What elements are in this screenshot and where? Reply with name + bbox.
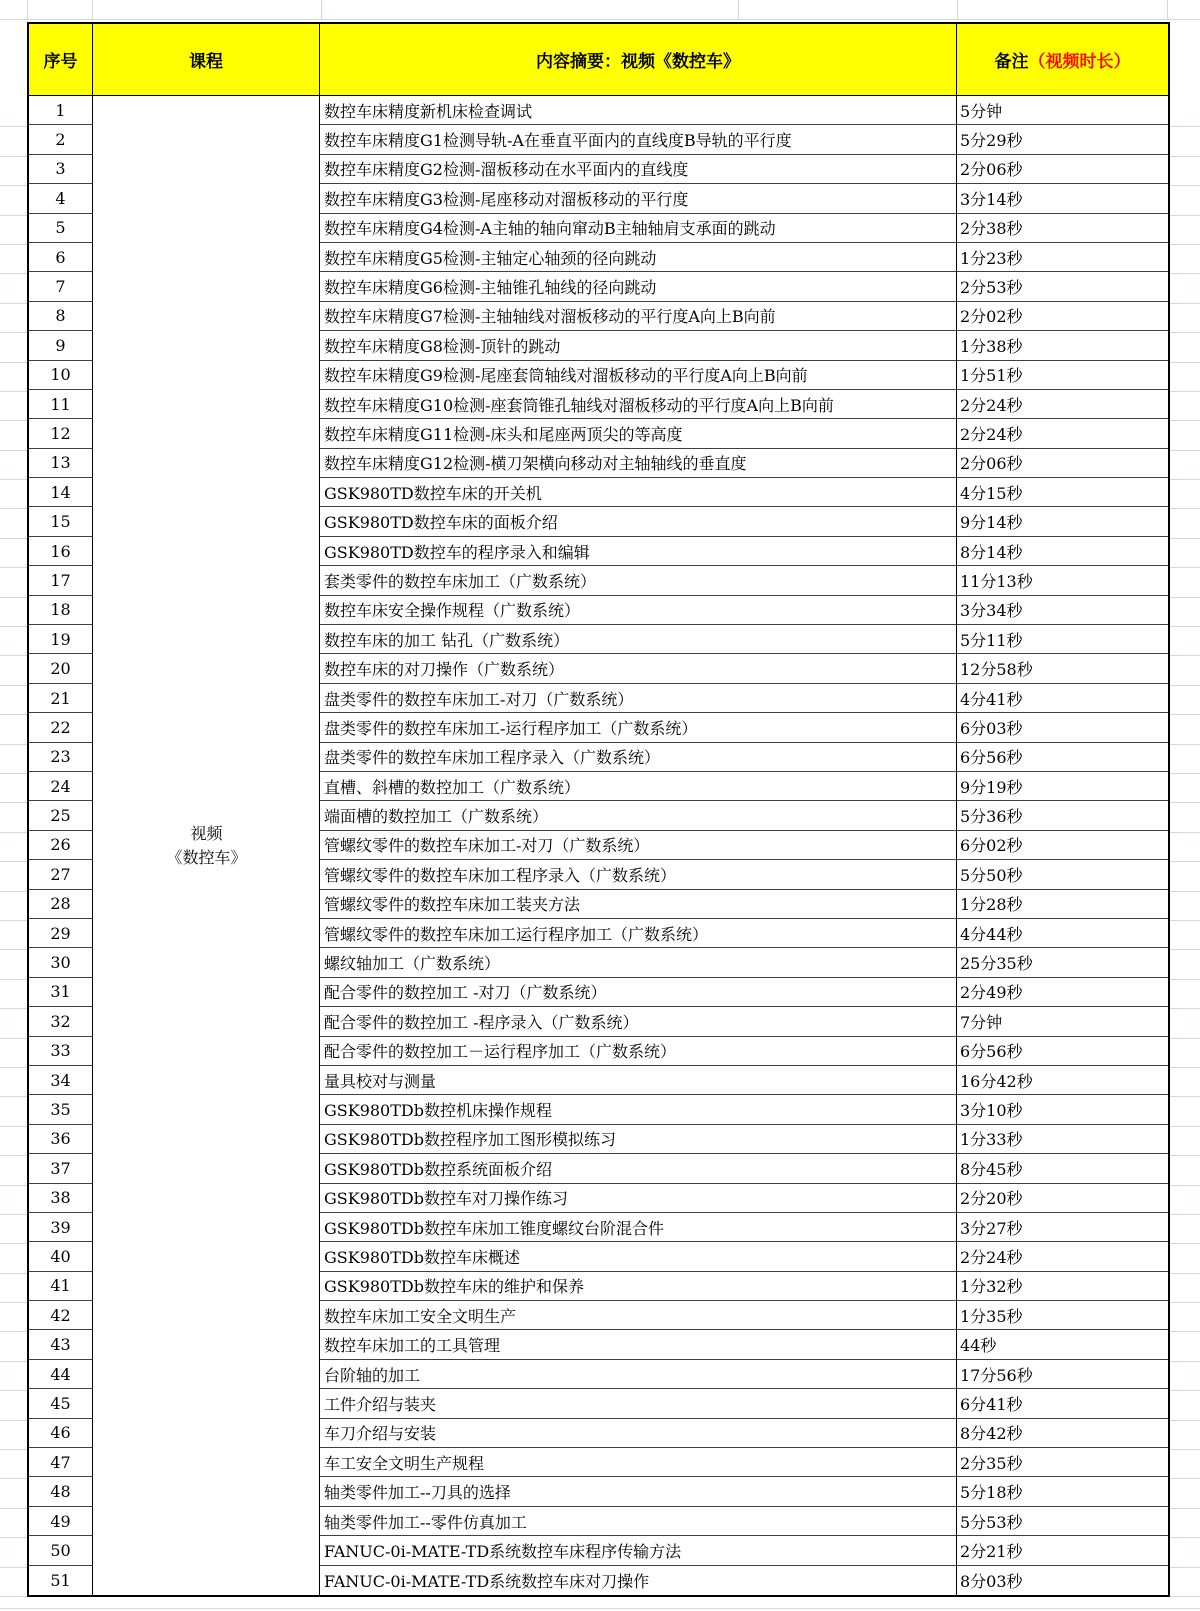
duration-cell[interactable]: 6分03秒 xyxy=(957,713,1168,742)
summary-cell[interactable]: GSK980TDb数控车床的维护和保养 xyxy=(320,1272,957,1301)
row-number-cell[interactable]: 50 xyxy=(29,1536,93,1565)
summary-cell[interactable]: GSK980TD数控车床的开关机 xyxy=(320,478,957,507)
summary-cell[interactable]: 轴类零件加工--零件仿真加工 xyxy=(320,1507,957,1536)
duration-cell[interactable]: 5分50秒 xyxy=(957,860,1168,889)
duration-cell[interactable]: 2分21秒 xyxy=(957,1536,1168,1565)
duration-cell[interactable]: 2分24秒 xyxy=(957,1242,1168,1271)
summary-cell[interactable]: 管螺纹零件的数控车床加工运行程序加工（广数系统） xyxy=(320,919,957,948)
header-cell-no[interactable] xyxy=(29,24,93,95)
gridline xyxy=(27,0,28,19)
row-number-cell[interactable]: 33 xyxy=(29,1037,93,1066)
duration-cell[interactable]: 5分钟 xyxy=(957,96,1168,125)
summary-cell[interactable]: 数控车床安全操作规程（广数系统） xyxy=(320,596,957,625)
summary-cell[interactable]: GSK980TDb数控车床加工锥度螺纹台阶混合件 xyxy=(320,1213,957,1242)
row-number-cell[interactable]: 46 xyxy=(29,1419,93,1448)
row-number-cell[interactable]: 6 xyxy=(29,243,93,272)
table-header-row xyxy=(29,24,1168,96)
duration-cell[interactable]: 7分钟 xyxy=(957,1007,1168,1036)
row-number-cell[interactable]: 28 xyxy=(29,890,93,919)
summary-cell[interactable]: 数控车床的对刀操作（广数系统） xyxy=(320,654,957,683)
duration-cell[interactable]: 3分27秒 xyxy=(957,1213,1168,1242)
summary-cell[interactable]: 数控车床精度G3检测-尾座移动对溜板移动的平行度 xyxy=(320,184,957,213)
row-number-cell[interactable]: 30 xyxy=(29,948,93,977)
summary-cell[interactable]: 盘类零件的数控车床加工-运行程序加工（广数系统） xyxy=(320,713,957,742)
summary-cell[interactable]: 数控车床精度G10检测-座套筒锥孔轴线对溜板移动的平行度A向上B向前 xyxy=(320,390,957,419)
row-number-cell[interactable]: 36 xyxy=(29,1125,93,1154)
duration-cell[interactable]: 6分02秒 xyxy=(957,831,1168,860)
duration-cell[interactable]: 44秒 xyxy=(957,1330,1168,1359)
duration-cell[interactable]: 2分38秒 xyxy=(957,214,1168,243)
course-merged-cell[interactable] xyxy=(93,96,320,1595)
duration-cell[interactable]: 2分53秒 xyxy=(957,272,1168,301)
summary-cell[interactable]: 数控车床精度G11检测-床头和尾座两顶尖的等高度 xyxy=(320,419,957,448)
row-number-cell[interactable]: 9 xyxy=(29,331,93,360)
row-number-cell[interactable]: 44 xyxy=(29,1360,93,1389)
gridline xyxy=(92,0,93,19)
duration-cell[interactable]: 8分45秒 xyxy=(957,1154,1168,1183)
duration-cell[interactable]: 1分32秒 xyxy=(957,1272,1168,1301)
duration-cell[interactable]: 3分10秒 xyxy=(957,1095,1168,1124)
summary-cell[interactable]: 数控车床精度G4检测-A主轴的轴向窜动B主轴轴肩支承面的跳动 xyxy=(320,214,957,243)
summary-cell[interactable]: 数控车床精度G6检测-主轴锥孔轴线的径向跳动 xyxy=(320,272,957,301)
row-number-cell[interactable]: 42 xyxy=(29,1301,93,1330)
summary-cell[interactable]: 台阶轴的加工 xyxy=(320,1360,957,1389)
gridline xyxy=(0,19,1200,20)
row-number-cell[interactable]: 10 xyxy=(29,361,93,390)
row-number-cell[interactable]: 39 xyxy=(29,1213,93,1242)
duration-cell[interactable]: 4分41秒 xyxy=(957,684,1168,713)
summary-cell[interactable]: 轴类零件加工--刀具的选择 xyxy=(320,1477,957,1506)
summary-cell[interactable]: 数控车床精度G5检测-主轴定心轴颈的径向跳动 xyxy=(320,243,957,272)
duration-cell[interactable]: 1分28秒 xyxy=(957,890,1168,919)
row-number-cell[interactable]: 14 xyxy=(29,478,93,507)
row-number-cell[interactable]: 29 xyxy=(29,919,93,948)
summary-cell[interactable]: 数控车床加工安全文明生产 xyxy=(320,1301,957,1330)
summary-cell[interactable]: 数控车床精度G2检测-溜板移动在水平面内的直线度 xyxy=(320,155,957,184)
duration-cell[interactable]: 2分02秒 xyxy=(957,302,1168,331)
row-number-cell[interactable]: 43 xyxy=(29,1330,93,1359)
course-table xyxy=(27,22,1170,1597)
summary-cell[interactable]: GSK980TD数控车的程序录入和编辑 xyxy=(320,537,957,566)
row-number-cell[interactable]: 7 xyxy=(29,272,93,301)
duration-cell[interactable]: 12分58秒 xyxy=(957,654,1168,683)
duration-cell[interactable]: 4分15秒 xyxy=(957,478,1168,507)
gridline xyxy=(1167,0,1168,19)
duration-cell[interactable]: 4分44秒 xyxy=(957,919,1168,948)
gridline xyxy=(321,0,322,19)
header-remark-note: （视频时长） xyxy=(1028,52,1131,72)
row-number-cell[interactable]: 35 xyxy=(29,1095,93,1124)
duration-cell[interactable]: 25分35秒 xyxy=(957,948,1168,977)
row-number-cell[interactable]: 15 xyxy=(29,507,93,536)
summary-cell[interactable]: GSK980TDb数控车床概述 xyxy=(320,1242,957,1271)
row-number-cell[interactable]: 19 xyxy=(29,625,93,654)
row-number-cell[interactable]: 20 xyxy=(29,654,93,683)
summary-cell[interactable]: 数控车床加工的工具管理 xyxy=(320,1330,957,1359)
duration-cell[interactable]: 2分35秒 xyxy=(957,1448,1168,1477)
summary-cell[interactable]: 盘类零件的数控车床加工程序录入（广数系统） xyxy=(320,743,957,772)
summary-cell[interactable]: 套类零件的数控车床加工（广数系统） xyxy=(320,566,957,595)
row-number-cell[interactable]: 11 xyxy=(29,390,93,419)
duration-cell[interactable]: 1分23秒 xyxy=(957,243,1168,272)
summary-cell[interactable]: 数控车床精度G1检测导轨-A在垂直平面内的直线度B导轨的平行度 xyxy=(320,125,957,154)
summary-cell[interactable]: GSK980TD数控车床的面板介绍 xyxy=(320,507,957,536)
row-number-cell[interactable]: 2 xyxy=(29,125,93,154)
duration-cell[interactable]: 8分14秒 xyxy=(957,537,1168,566)
table-body xyxy=(29,96,1168,1595)
duration-cell[interactable]: 9分14秒 xyxy=(957,507,1168,536)
row-number-cell[interactable]: 16 xyxy=(29,537,93,566)
summary-cell[interactable]: 车工安全文明生产规程 xyxy=(320,1448,957,1477)
course-line2: 《数控车》 xyxy=(166,847,247,867)
summary-cell[interactable]: 配合零件的数控加工 -对刀（广数系统） xyxy=(320,978,957,1007)
duration-cell[interactable]: 1分38秒 xyxy=(957,331,1168,360)
row-number-cell[interactable]: 49 xyxy=(29,1507,93,1536)
summary-cell[interactable]: 数控车床的加工 钻孔（广数系统） xyxy=(320,625,957,654)
summary-cell[interactable]: 配合零件的数控加工 -程序录入（广数系统） xyxy=(320,1007,957,1036)
header-no-label: 序号 xyxy=(43,52,78,72)
row-number-cell[interactable]: 34 xyxy=(29,1066,93,1095)
summary-cell[interactable]: 数控车床精度G8检测-顶针的跳动 xyxy=(320,331,957,360)
duration-cell[interactable]: 2分24秒 xyxy=(957,390,1168,419)
duration-cell[interactable]: 16分42秒 xyxy=(957,1066,1168,1095)
row-number-cell[interactable]: 23 xyxy=(29,743,93,772)
row-number-cell[interactable]: 27 xyxy=(29,860,93,889)
header-course-label: 课程 xyxy=(189,52,223,72)
duration-cell[interactable]: 2分06秒 xyxy=(957,449,1168,478)
summary-cell[interactable]: 管螺纹零件的数控车床加工装夹方法 xyxy=(320,890,957,919)
summary-cell[interactable]: 量具校对与测量 xyxy=(320,1066,957,1095)
summary-cell[interactable]: 数控车床精度G7检测-主轴轴线对溜板移动的平行度A向上B向前 xyxy=(320,302,957,331)
summary-cell[interactable]: GSK980TDb数控程序加工图形模拟练习 xyxy=(320,1125,957,1154)
header-cell-course[interactable] xyxy=(93,24,320,95)
row-number-cell[interactable]: 12 xyxy=(29,419,93,448)
summary-cell[interactable]: GSK980TDb数控机床操作规程 xyxy=(320,1095,957,1124)
row-number-cell[interactable]: 31 xyxy=(29,978,93,1007)
row-number-cell[interactable]: 17 xyxy=(29,566,93,595)
row-number-cell[interactable]: 8 xyxy=(29,302,93,331)
row-number-cell[interactable]: 4 xyxy=(29,184,93,213)
summary-cell[interactable]: 配合零件的数控加工－运行程序加工（广数系统） xyxy=(320,1037,957,1066)
course-line1: 视频 xyxy=(190,823,223,843)
row-number-cell[interactable]: 13 xyxy=(29,449,93,478)
header-summary-label: 内容摘要：视频《数控车》 xyxy=(536,52,740,72)
row-number-cell[interactable]: 45 xyxy=(29,1389,93,1418)
row-number-cell[interactable]: 1 xyxy=(29,96,93,125)
duration-cell[interactable]: 5分53秒 xyxy=(957,1507,1168,1536)
duration-cell[interactable]: 8分42秒 xyxy=(957,1419,1168,1448)
row-number-cell[interactable]: 41 xyxy=(29,1272,93,1301)
gridline xyxy=(0,1608,1200,1609)
duration-cell[interactable]: 11分13秒 xyxy=(957,566,1168,595)
summary-cell[interactable]: 数控车床精度G12检测-横刀架横向移动对主轴轴线的垂直度 xyxy=(320,449,957,478)
summary-cell[interactable]: 管螺纹零件的数控车床加工-对刀（广数系统） xyxy=(320,831,957,860)
row-number-cell[interactable]: 18 xyxy=(29,596,93,625)
summary-cell[interactable]: FANUC-0i-MATE-TD系统数控车床对刀操作 xyxy=(320,1566,957,1595)
header-remark-label: 备注 xyxy=(994,52,1029,72)
summary-cell[interactable]: 直槽、斜槽的数控加工（广数系统） xyxy=(320,772,957,801)
duration-cell[interactable]: 5分29秒 xyxy=(957,125,1168,154)
summary-cell[interactable]: 数控车床精度G9检测-尾座套筒轴线对溜板移动的平行度A向上B向前 xyxy=(320,361,957,390)
gridline xyxy=(957,0,958,19)
summary-cell[interactable]: 管螺纹零件的数控车床加工程序录入（广数系统） xyxy=(320,860,957,889)
duration-cell[interactable]: 5分18秒 xyxy=(957,1477,1168,1506)
row-number-cell[interactable]: 47 xyxy=(29,1448,93,1477)
row-number-cell[interactable]: 24 xyxy=(29,772,93,801)
duration-cell[interactable]: 8分03秒 xyxy=(960,1571,1023,1591)
duration-cell[interactable]: 1分35秒 xyxy=(957,1301,1168,1330)
duration-cell[interactable]: 3分14秒 xyxy=(957,184,1168,213)
duration-cell[interactable]: 9分19秒 xyxy=(957,772,1168,801)
duration-cell[interactable]: 5分11秒 xyxy=(957,625,1168,654)
header-cell-remark[interactable] xyxy=(957,24,1168,95)
duration-cell[interactable]: 3分34秒 xyxy=(957,596,1168,625)
row-number-cell[interactable]: 5 xyxy=(29,214,93,243)
duration-cell[interactable]: 5分36秒 xyxy=(957,801,1168,830)
row-number-cell[interactable]: 3 xyxy=(29,155,93,184)
row-number-cell[interactable]: 48 xyxy=(29,1477,93,1506)
duration-cell[interactable]: 2分24秒 xyxy=(957,419,1168,448)
summary-cell[interactable]: 盘类零件的数控车床加工-对刀（广数系统） xyxy=(320,684,957,713)
summary-cell[interactable]: 工件介绍与装夹 xyxy=(320,1389,957,1418)
row-number-cell[interactable]: 22 xyxy=(29,713,93,742)
duration-cell[interactable]: 17分56秒 xyxy=(957,1360,1168,1389)
duration-cell[interactable]: 6分41秒 xyxy=(957,1389,1168,1418)
row-number-cell[interactable]: 38 xyxy=(29,1184,93,1213)
duration-cell[interactable]: 6分56秒 xyxy=(957,743,1168,772)
gridline xyxy=(738,0,739,19)
duration-cell[interactable]: 1分51秒 xyxy=(957,361,1168,390)
row-number-cell[interactable]: 37 xyxy=(29,1154,93,1183)
header-cell-summary[interactable] xyxy=(320,24,957,95)
duration-cell[interactable]: 2分06秒 xyxy=(957,155,1168,184)
summary-cell[interactable]: GSK980TDb数控系统面板介绍 xyxy=(320,1154,957,1183)
summary-cell[interactable]: 端面槽的数控加工（广数系统） xyxy=(320,801,957,830)
row-number-cell[interactable]: 21 xyxy=(29,684,93,713)
row-number-cell[interactable]: 25 xyxy=(29,801,93,830)
duration-cell[interactable]: 2分49秒 xyxy=(957,978,1168,1007)
duration-cell[interactable]: 6分56秒 xyxy=(957,1037,1168,1066)
summary-cell[interactable]: 数控车床精度新机床检查调试 xyxy=(320,96,957,125)
summary-cell[interactable]: GSK980TDb数控车对刀操作练习 xyxy=(320,1184,957,1213)
row-number-cell[interactable]: 32 xyxy=(29,1007,93,1036)
row-number-cell[interactable]: 40 xyxy=(29,1242,93,1271)
summary-cell[interactable]: 螺纹轴加工（广数系统） xyxy=(320,948,957,977)
row-number-cell[interactable]: 51 xyxy=(29,1566,93,1595)
duration-cell[interactable]: 1分33秒 xyxy=(957,1125,1168,1154)
duration-cell[interactable]: 2分20秒 xyxy=(957,1184,1168,1213)
summary-cell[interactable]: FANUC-0i-MATE-TD系统数控车床程序传输方法 xyxy=(320,1536,957,1565)
summary-cell[interactable]: 车刀介绍与安装 xyxy=(320,1419,957,1448)
row-number-cell[interactable]: 26 xyxy=(29,831,93,860)
